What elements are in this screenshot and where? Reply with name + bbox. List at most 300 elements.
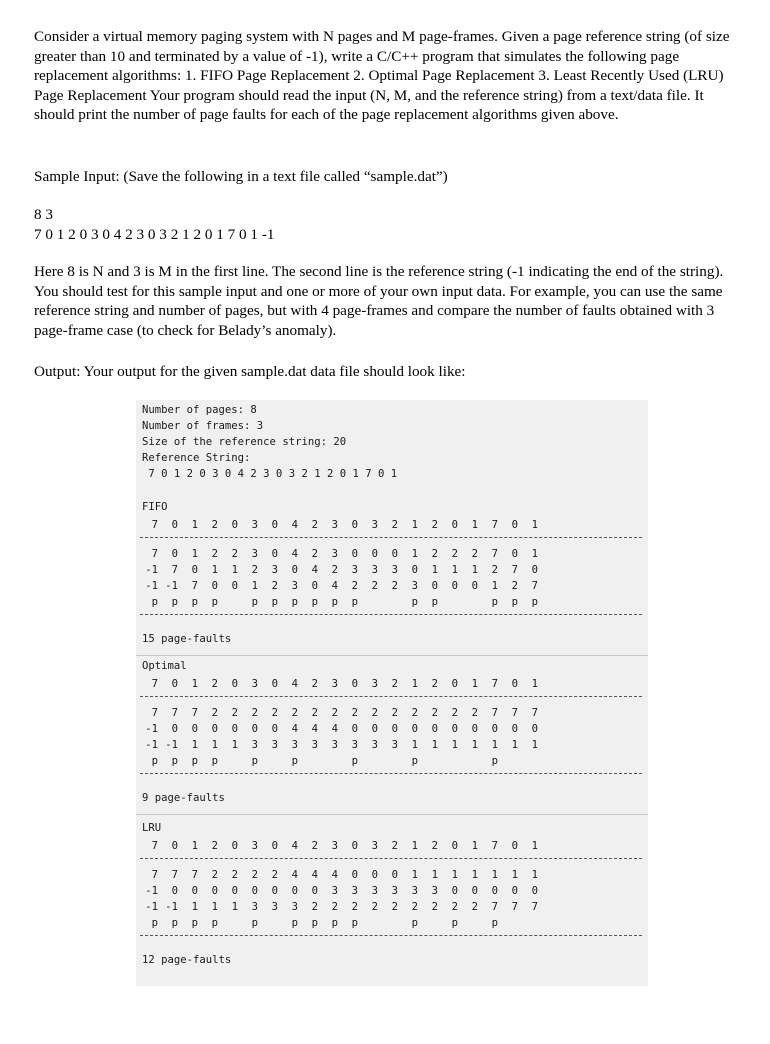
reference-cell: 0 (511, 519, 518, 531)
frame-cell: 2 (351, 901, 358, 913)
frame-cell: 2 (251, 869, 258, 881)
reference-cell: 2 (391, 840, 398, 852)
frame-cell: 2 (211, 548, 218, 560)
output-terminal-screenshot (136, 400, 648, 986)
frame-cell: 2 (391, 707, 398, 719)
reference-cell: 3 (331, 519, 338, 531)
fault-marker: p (491, 596, 498, 608)
reference-cell: 0 (451, 519, 458, 531)
frame-cell: 0 (291, 564, 298, 576)
reference-cell: 1 (531, 678, 538, 690)
frame-cell: 3 (391, 564, 398, 576)
frame-cell: 3 (391, 885, 398, 897)
frame-cell: 7 (171, 707, 178, 719)
reference-cell: 4 (291, 678, 298, 690)
frame-cell: 2 (311, 548, 318, 560)
frame-cell: 7 (491, 901, 498, 913)
reference-cell: 1 (471, 678, 478, 690)
frame-cell: 0 (251, 723, 258, 735)
frame-cell: 1 (531, 739, 538, 751)
reference-cell: 3 (371, 519, 378, 531)
frame-cell: 3 (351, 885, 358, 897)
frame-cell: 0 (531, 885, 538, 897)
reference-cell: 0 (231, 678, 238, 690)
frame-cell: 3 (251, 901, 258, 913)
frame-cell: 0 (411, 564, 418, 576)
fault-marker: p (351, 596, 358, 608)
fault-marker-row (142, 916, 642, 930)
frame-cell: -1 (165, 901, 178, 913)
frame-cell: 0 (171, 885, 178, 897)
fault-marker: p (511, 596, 518, 608)
reference-cell: 1 (531, 519, 538, 531)
frame-cell: -1 (165, 739, 178, 751)
reference-cell: 2 (391, 678, 398, 690)
frame-cell: 0 (531, 723, 538, 735)
frame-cell: -1 (145, 901, 158, 913)
frame-cell: 1 (451, 869, 458, 881)
frame-cell: 1 (471, 564, 478, 576)
frame-cell: 1 (231, 739, 238, 751)
frame-cell: 0 (391, 723, 398, 735)
frame-cell: 0 (351, 548, 358, 560)
frame-cell: 0 (291, 885, 298, 897)
reference-cell: 2 (311, 840, 318, 852)
explanation-paragraph: Here 8 is N and 3 is M in the first line. The second line is the reference string (-1 indicating the end of the string). You should test for this sample input and one or more of your own input data. For example, you can use the same reference string and number of pages, but with 4 page-frames and compare the number of faults obtained with 3 page-frame case (to check for Belady’s anomaly). (34, 263, 724, 339)
frame-cell: 3 (291, 739, 298, 751)
reference-cell: 0 (451, 678, 458, 690)
frame-cell: 3 (371, 564, 378, 576)
frame-cell: 1 (451, 739, 458, 751)
dashed-separator (140, 696, 642, 697)
frame-cell: 0 (191, 564, 198, 576)
frame-cell: 2 (251, 564, 258, 576)
frame-cell: 0 (471, 580, 478, 592)
reference-cell: 0 (351, 678, 358, 690)
reference-cell: 0 (171, 519, 178, 531)
reference-cell: 0 (171, 840, 178, 852)
frame-cell: 1 (471, 869, 478, 881)
frame-cell: 0 (211, 580, 218, 592)
frame-cell: 2 (451, 707, 458, 719)
frame-cell: 0 (451, 580, 458, 592)
reference-row (142, 839, 642, 853)
frame-cell: 0 (451, 723, 458, 735)
frame-cell: 2 (451, 901, 458, 913)
frame-cell: 7 (151, 548, 158, 560)
problem-description: Consider a virtual memory paging system with N pages and M page-frames. Given a page reference string (of size greater than 10 and terminated by a value of -1), write a C/C++ program that simulates the following page replacement algorithms: 1. FIFO Page Replacement 2. Optimal Page Replacement 3. Least Recently Used (LRU) Page Replacement Your program should read the input (N, M, and the reference string) from a text/data file. It should print the number of page faults for each of the page replacement algorithms given above. (34, 28, 730, 123)
fault-marker: p (171, 755, 178, 767)
frame-cell: 0 (471, 723, 478, 735)
frame-row (142, 547, 642, 561)
fault-marker: p (411, 917, 418, 929)
frame-cell: 1 (491, 580, 498, 592)
frame-cell: 7 (531, 707, 538, 719)
frame-cell: 1 (491, 869, 498, 881)
frame-cell: 0 (371, 723, 378, 735)
fault-marker-row (142, 754, 642, 768)
frame-cell: 0 (371, 869, 378, 881)
frame-cell: 2 (331, 901, 338, 913)
frame-row (142, 706, 642, 720)
frame-cell: 3 (391, 739, 398, 751)
frame-cell: 2 (331, 707, 338, 719)
frame-cell: 0 (171, 548, 178, 560)
frame-cell: 2 (271, 580, 278, 592)
frame-cell: 7 (191, 707, 198, 719)
reference-cell: 2 (391, 519, 398, 531)
frame-cell: 1 (211, 901, 218, 913)
reference-cell: 0 (271, 678, 278, 690)
frame-cell: 3 (291, 580, 298, 592)
frame-cell: 2 (371, 707, 378, 719)
frame-cell: 7 (171, 869, 178, 881)
frame-cell: 0 (511, 885, 518, 897)
terminal-header-line: Size of the reference string: 20 (142, 436, 347, 448)
frame-cell: 0 (271, 885, 278, 897)
frame-cell: 0 (491, 885, 498, 897)
frame-cell: 2 (471, 901, 478, 913)
fault-marker: p (151, 917, 158, 929)
frame-cell: 2 (271, 707, 278, 719)
section-divider (136, 814, 648, 815)
reference-cell: 7 (151, 678, 158, 690)
dashed-separator (140, 858, 642, 859)
reference-cell: 7 (151, 840, 158, 852)
fault-marker: p (411, 755, 418, 767)
frame-cell: 0 (531, 564, 538, 576)
frame-cell: 0 (351, 869, 358, 881)
frame-cell: 2 (291, 707, 298, 719)
frame-cell: 2 (371, 901, 378, 913)
frame-cell: 2 (231, 869, 238, 881)
algorithm-title: Optimal (142, 660, 187, 672)
reference-cell: 3 (251, 519, 258, 531)
algorithm-title: FIFO (142, 501, 168, 513)
frame-cell: 0 (491, 723, 498, 735)
frame-cell: 2 (431, 707, 438, 719)
frame-cell: 2 (451, 548, 458, 560)
fault-marker: p (211, 596, 218, 608)
frame-cell: 4 (291, 548, 298, 560)
fault-marker: p (291, 755, 298, 767)
reference-cell: 1 (531, 840, 538, 852)
frame-cell: 2 (351, 580, 358, 592)
frame-cell: 0 (511, 548, 518, 560)
frame-cell: 0 (211, 723, 218, 735)
frame-cell: 4 (311, 869, 318, 881)
frame-row (142, 738, 642, 752)
frame-cell: 0 (191, 885, 198, 897)
reference-cell: 7 (491, 678, 498, 690)
frame-row (142, 579, 642, 593)
fault-marker: p (251, 917, 258, 929)
frame-cell: 2 (391, 580, 398, 592)
fault-marker-row (142, 595, 642, 609)
reference-cell: 1 (471, 840, 478, 852)
frame-cell: 7 (151, 707, 158, 719)
reference-row (142, 518, 642, 532)
frame-cell: 3 (371, 739, 378, 751)
frame-cell: 3 (251, 548, 258, 560)
frame-cell: 3 (431, 885, 438, 897)
fault-marker: p (311, 917, 318, 929)
frame-cell: 7 (531, 901, 538, 913)
reference-cell: 0 (231, 840, 238, 852)
frame-cell: 0 (391, 869, 398, 881)
reference-cell: 0 (351, 519, 358, 531)
fault-marker: p (251, 755, 258, 767)
fault-marker: p (291, 917, 298, 929)
fault-marker: p (151, 755, 158, 767)
frame-cell: 1 (211, 564, 218, 576)
frame-cell: 1 (411, 548, 418, 560)
frame-cell: 0 (391, 548, 398, 560)
frame-cell: 3 (271, 901, 278, 913)
frame-cell: -1 (145, 885, 158, 897)
reference-cell: 2 (311, 519, 318, 531)
frame-cell: 7 (531, 580, 538, 592)
frame-cell: -1 (145, 739, 158, 751)
fault-marker: p (211, 917, 218, 929)
terminal-header-line: 7 0 1 2 0 3 0 4 2 3 0 3 2 1 2 0 1 7 0 1 (142, 468, 398, 480)
frame-cell: 4 (311, 723, 318, 735)
frame-cell: 1 (451, 564, 458, 576)
frame-cell: 0 (311, 885, 318, 897)
frame-cell: 4 (331, 723, 338, 735)
frame-cell: 0 (471, 885, 478, 897)
frame-cell: 2 (431, 901, 438, 913)
frame-cell: 2 (311, 707, 318, 719)
frame-cell: 1 (491, 739, 498, 751)
frame-cell: 3 (311, 739, 318, 751)
output-label: Output: Your output for the given sample.dat data file should look like: (34, 363, 466, 380)
frame-cell: 0 (451, 885, 458, 897)
reference-cell: 3 (331, 678, 338, 690)
frame-row (142, 900, 642, 914)
frame-cell: 7 (171, 564, 178, 576)
frame-cell: 3 (331, 548, 338, 560)
fault-marker: p (331, 596, 338, 608)
frame-cell: 3 (411, 885, 418, 897)
frame-cell: 2 (271, 869, 278, 881)
reference-cell: 7 (151, 519, 158, 531)
reference-cell: 7 (491, 840, 498, 852)
fault-marker: p (351, 755, 358, 767)
fault-marker: p (451, 917, 458, 929)
frame-cell: 1 (191, 901, 198, 913)
reference-cell: 3 (251, 678, 258, 690)
frame-cell: 0 (431, 580, 438, 592)
page-fault-count: 15 page-faults (142, 633, 232, 645)
frame-cell: 0 (351, 723, 358, 735)
fault-marker: p (191, 755, 198, 767)
frame-cell: 2 (231, 548, 238, 560)
frame-cell: 1 (531, 869, 538, 881)
section-divider (136, 655, 648, 656)
frame-cell: 0 (191, 723, 198, 735)
frame-cell: 0 (231, 885, 238, 897)
dashed-separator (140, 935, 642, 936)
dashed-separator (140, 773, 642, 774)
reference-cell: 1 (411, 840, 418, 852)
frame-cell: 2 (431, 548, 438, 560)
terminal-header-line: Number of frames: 3 (142, 420, 264, 432)
reference-cell: 2 (431, 840, 438, 852)
fault-marker: p (491, 755, 498, 767)
frame-cell: 1 (251, 580, 258, 592)
frame-cell: 0 (231, 580, 238, 592)
frame-cell: 4 (331, 580, 338, 592)
frame-cell: 2 (231, 707, 238, 719)
frame-cell: 1 (531, 548, 538, 560)
fault-marker: p (271, 596, 278, 608)
fault-marker: p (411, 596, 418, 608)
frame-cell: 0 (511, 723, 518, 735)
page-fault-count: 12 page-faults (142, 954, 232, 966)
frame-cell: 7 (491, 548, 498, 560)
frame-cell: 2 (411, 901, 418, 913)
frame-cell: 2 (491, 564, 498, 576)
reference-cell: 1 (191, 678, 198, 690)
frame-cell: 2 (251, 707, 258, 719)
frame-row (142, 722, 642, 736)
frame-cell: -1 (165, 580, 178, 592)
frame-cell: 1 (231, 901, 238, 913)
reference-cell: 2 (431, 519, 438, 531)
frame-cell: 3 (351, 739, 358, 751)
frame-row (142, 563, 642, 577)
frame-cell: 4 (311, 564, 318, 576)
frame-cell: 2 (211, 707, 218, 719)
frame-cell: 1 (511, 739, 518, 751)
reference-cell: 3 (251, 840, 258, 852)
dashed-separator (140, 614, 642, 615)
sample-input-content (34, 205, 746, 244)
frame-cell: 2 (211, 869, 218, 881)
frame-cell: 3 (411, 580, 418, 592)
frame-cell: 1 (411, 739, 418, 751)
frame-cell: 1 (431, 564, 438, 576)
frame-row (142, 884, 642, 898)
frame-cell: 1 (191, 548, 198, 560)
reference-row (142, 677, 642, 691)
dashed-separator (140, 537, 642, 538)
frame-cell: 4 (291, 869, 298, 881)
frame-cell: 3 (251, 739, 258, 751)
frame-cell: 4 (331, 869, 338, 881)
fault-marker: p (211, 755, 218, 767)
reference-cell: 0 (451, 840, 458, 852)
terminal-header-line: Reference String: (142, 452, 251, 464)
reference-cell: 7 (491, 519, 498, 531)
frame-cell: 7 (511, 564, 518, 576)
reference-cell: 3 (371, 840, 378, 852)
fault-marker: p (191, 596, 198, 608)
reference-cell: 0 (511, 840, 518, 852)
frame-cell: 7 (511, 901, 518, 913)
fault-marker: p (171, 596, 178, 608)
terminal-header-line: Number of pages: 8 (142, 404, 257, 416)
frame-cell: 0 (211, 885, 218, 897)
fault-marker: p (331, 917, 338, 929)
fault-marker: p (531, 596, 538, 608)
frame-cell: 7 (191, 580, 198, 592)
frame-cell: 3 (291, 901, 298, 913)
frame-cell: 2 (351, 707, 358, 719)
frame-cell: 0 (431, 723, 438, 735)
fault-marker: p (251, 596, 258, 608)
frame-cell: 1 (411, 869, 418, 881)
frame-cell: 0 (271, 723, 278, 735)
frame-cell: 1 (231, 564, 238, 576)
frame-cell: 3 (271, 739, 278, 751)
frame-cell: 1 (431, 739, 438, 751)
frame-row (142, 868, 642, 882)
frame-cell: 2 (311, 901, 318, 913)
frame-cell: 0 (251, 885, 258, 897)
frame-cell: 4 (291, 723, 298, 735)
fault-marker: p (151, 596, 158, 608)
reference-cell: 4 (291, 519, 298, 531)
reference-cell: 1 (191, 840, 198, 852)
reference-cell: 2 (311, 678, 318, 690)
frame-cell: 1 (431, 869, 438, 881)
reference-cell: 1 (411, 519, 418, 531)
frame-cell: 0 (171, 723, 178, 735)
fault-marker: p (351, 917, 358, 929)
reference-cell: 0 (511, 678, 518, 690)
frame-cell: 0 (311, 580, 318, 592)
frame-cell: 7 (191, 869, 198, 881)
frame-cell: 0 (371, 548, 378, 560)
frame-cell: 2 (471, 548, 478, 560)
fault-marker: p (191, 917, 198, 929)
frame-cell: 1 (471, 739, 478, 751)
reference-cell: 4 (291, 840, 298, 852)
frame-cell: 3 (371, 885, 378, 897)
reference-cell: 2 (211, 519, 218, 531)
reference-cell: 2 (431, 678, 438, 690)
frame-cell: 2 (371, 580, 378, 592)
frame-cell: 0 (411, 723, 418, 735)
reference-cell: 1 (411, 678, 418, 690)
frame-cell: 7 (491, 707, 498, 719)
frame-cell: 0 (271, 548, 278, 560)
frame-cell: 3 (331, 885, 338, 897)
algorithm-title: LRU (142, 822, 162, 834)
frame-cell: 1 (191, 739, 198, 751)
reference-cell: 1 (191, 519, 198, 531)
page-fault-count: 9 page-faults (142, 792, 225, 804)
frame-cell: 7 (151, 869, 158, 881)
frame-cell: -1 (145, 723, 158, 735)
frame-cell: 2 (511, 580, 518, 592)
reference-cell: 0 (271, 519, 278, 531)
frame-cell: 2 (391, 901, 398, 913)
frame-cell: 2 (471, 707, 478, 719)
frame-cell: 3 (331, 739, 338, 751)
reference-cell: 0 (171, 678, 178, 690)
sample-input-line-1: 8 3 (34, 206, 53, 223)
reference-cell: 0 (231, 519, 238, 531)
frame-cell: 7 (511, 707, 518, 719)
frame-cell: 2 (411, 707, 418, 719)
fault-marker: p (291, 596, 298, 608)
frame-cell: 3 (351, 564, 358, 576)
sample-input-label: Sample Input: (Save the following in a text file called “sample.dat”) (34, 168, 448, 185)
frame-cell: -1 (145, 580, 158, 592)
